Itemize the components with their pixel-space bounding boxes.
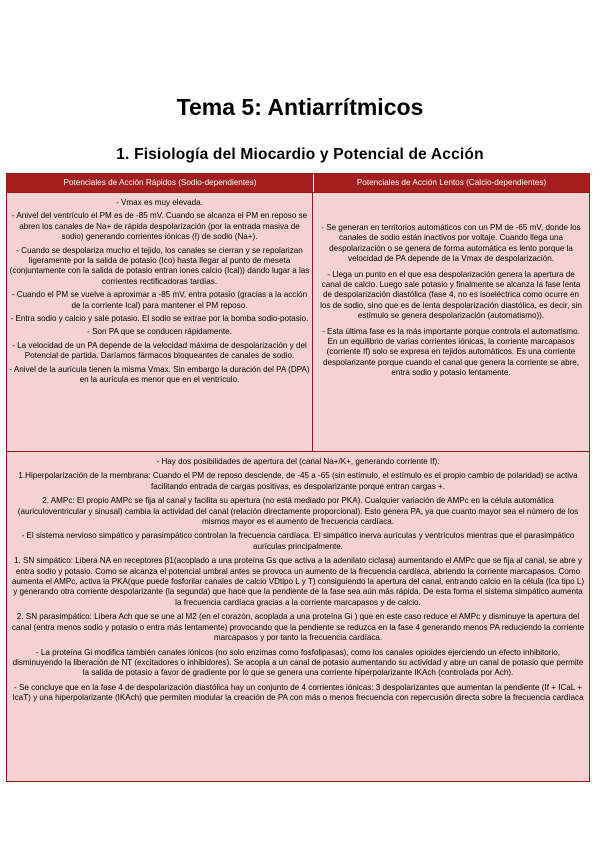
cell-paragraph: - Anivel de la aurícula tienen la misma Vmax. Sin embargo la duración del PA (DPA) en la aurícula es menor que en el ventrículo.: [9, 364, 310, 385]
cell-paragraph: - La proteína Gi modifica también canales iónicos (no solo enzimas como fosfolipasas), como los canales opioides ejerciendo un efecto inhibitorio, disminuyendo la liberación de NT (excitadores o inhibidores). Se acopla a un canal de potasio aumentando su actividad y abre un canal de potasio que permite la salida de potasio a favor de gradiente por lo que se genera una corriente hiperpolarizante IKAch (controlada por Ach).: [12, 647, 584, 678]
cell-paragraph: - Cuando se despolariza mucho el tejido, los canales se cierran y se repolarizan ligeramente por la salida de potasio (Ico) hasta llegar al punto de meseta (conjuntamente con la salida de potasio entran iones calcio (Ical)) dando lugar a las corrientes rectificadoras tardías.: [9, 245, 310, 286]
header-rapid-potentials: Potenciales de Acción Rápidos (Sodio-dependientes): [7, 174, 314, 192]
slow-potentials-cell: [313, 193, 589, 451]
page-title: Tema 5: Antiarrítmicos: [176, 94, 424, 120]
cell-paragraph: 1. SN simpático: Libera NA en receptores β1(acoplado a una proteína Gs que activa a la adenilato ciclasa) aumentando el AMPc que se fija al canal, se abre y entra sodio y potasio. Como se alcanza el potencial umbral antes se provoca un aumento de la frecuencia cardíaca, abriendo la corriente marcapasos. Como aumenta el AMPc, activa la PKA(que puede fosforilar canales de calcio VDtipo L y T) consiguiendo la apertura del canal, entrando calcio en la célula (Ica tipo L) y generando otra corriente despolarizante (la segunda) que hace que la pendiente de la fase sea aún más rápida. De esta forma el sistema simpático aumenta la frecuencia cardíaca gracias a la corriente marcapasos y de calcio.: [11, 556, 585, 607]
cell-paragraph: - Se generan en territorios automáticos con un PM de -65 mV, donde los canales de sodio están inactivos por voltaje. Cuando llega una despolarización o se genera de forma automática es lento porque la velocidad de PA depende de la Vmax de despolarización.: [321, 223, 581, 264]
header-slow-potentials: Potenciales de Acción Lentos (Calcio-dependientes): [356, 178, 547, 187]
cell-paragraph: 2. AMPc: El propio AMPc se fija al canal y facilita su apertura (no está mediado por PKA). Cualquier variación de AMPc en la célula automática (auriculoventricular y sinusal) cambia la actividad del canal (relación directamente proporcional). Esto genera PA, ya que cuanto mayor sea el número de los mismos mayor es el aumento de frecuencia cardíaca.: [17, 496, 579, 527]
table-row: [7, 192, 589, 451]
cell-paragraph: - El sistema nervioso simpático y parasimpático controlan la frecuencia cardíaca. El simpático inerva aurículas y ventrículos mientras que el parasimpático aurículas principalmente.: [21, 531, 575, 551]
cell-paragraph: - Anivel del ventrículo el PM es de -85 mV. Cuando se alcanza el PM en reposo se abren los canales de Na+ de rápida despolarización (por la entrada masiva de sodio) generando corrientes iónicas (I) de sodio (Na+).: [11, 211, 308, 242]
cell-paragraph: - Hay dos posibilidades de apertura del (canal Na+/K+, generando corriente If):: [156, 457, 440, 466]
cell-paragraph: - Esta última fase es la más importante porque controla el automatismo. En un equilibrio de varias corrientes iónicas, la corriente marcapasos (corriente If) solo se expresa en tejidos automáticos. Es una corriente despolarizante porque cuando el canal que genera la corriente se abre, entra sodio y potasio lentamente.: [322, 326, 580, 378]
section-subtitle: 1. Fisiología del Miocardio y Potencial de Acción: [116, 146, 484, 163]
table-header-row: [7, 174, 589, 192]
comparison-table: [6, 173, 590, 782]
cell-paragraph: 1.Hiperpolarización de la membrana: Cuando el PM de reposo desciende, de -45 a -65 (sin estímulo, el estímulo es el propio cambio de polaridad) se activa facilitando entrada de cargas positivas, es despolarizante porque entran cargas +.: [18, 471, 578, 491]
merged-cell-if-current: [7, 451, 589, 781]
rapid-potentials-cell: [7, 193, 313, 451]
cell-paragraph: - Se concluye que en la fase 4 de despolarización diastólica hay un conjunto de 4 corrientes iónicas: 3 despolarizantes que aumentan la pendiente (If + ICaL + IcaT) y una hiperpolarizante (IKAch) que permiten modular la creación de PA con más o menos frecuencia con repercusión directa sobre la frecuencia cardíaca: [12, 682, 584, 703]
cell-paragraph: - Cuando el PM se vuelve a aproximar a -85 mV, entra potasio (gracias a la acción de la corriente Ical) para mantener el PM reposo.: [11, 290, 308, 310]
cell-paragraph: - Entra sodio y calcio y sale potasio. El sodio se extrae por la bomba sodio-potasio.: [10, 314, 309, 324]
cell-paragraph: - La velocidad de un PA depende de la velocidad máxima de despolarización y del Potencial de partida. Daríamos fármacos bloqueantes de canales de sodio.: [12, 340, 307, 361]
cell-paragraph: - Llega un punto en el que esa despolarización genera la apertura de canal de calcio. Luego sale potasio y finalmente se alcanza la fase lenta de despolarización diastólica (fase 4, no es isoeléctrica como ocurre en los de sodio, sino que es de lenta despolarización diastólica, es decir, sin estímulo se genera despolarización (automatismo)).: [320, 269, 582, 321]
cell-paragraph: 2. SN parasimpático: Libera Ach que se une al M2 (en el corazón, acoplada a una proteína Gi ) que en este caso reduce el AMPc y disminuye la apertura del canal (entra menos sodio y potasio o entra más lentamente) provocando que la pendiente se reduzca en la fase 4 generando menos PA reduciendo la corriente marcapasos y por tanto la frecuencia cardíaca.: [11, 612, 585, 643]
cell-paragraph: - Son PA que se conducen rápidamente.: [87, 327, 232, 337]
cell-paragraph: - Vmax es muy elevada.: [116, 198, 203, 207]
